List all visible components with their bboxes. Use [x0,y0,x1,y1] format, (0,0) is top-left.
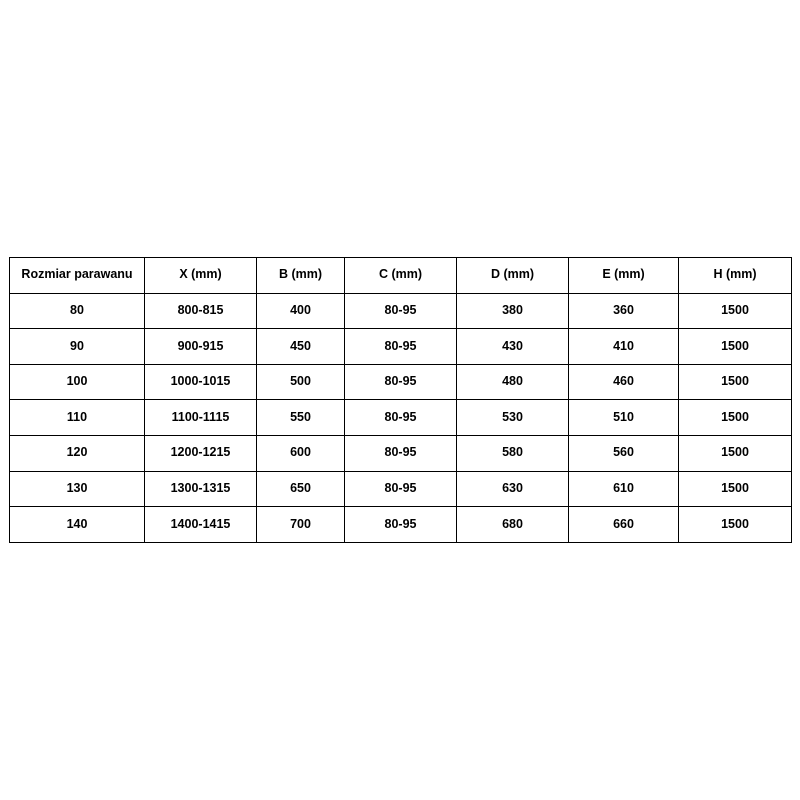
cell-x: 800-815 [145,293,257,329]
cell-size: 80 [10,293,145,329]
cell-x: 1300-1315 [145,471,257,507]
cell-x: 900-915 [145,329,257,365]
shower-screen-dimensions-table [9,257,792,543]
cell-h: 1500 [679,293,792,329]
column-header-x: X (mm) [145,258,257,294]
cell-c: 80-95 [345,364,457,400]
column-header-b: B (mm) [257,258,345,294]
table-row [10,507,792,543]
table-row [10,329,792,365]
cell-size: 100 [10,364,145,400]
cell-d: 580 [457,435,569,471]
cell-c: 80-95 [345,400,457,436]
cell-b: 700 [257,507,345,543]
cell-h: 1500 [679,507,792,543]
column-header-c: C (mm) [345,258,457,294]
cell-e: 660 [569,507,679,543]
cell-e: 510 [569,400,679,436]
cell-x: 1400-1415 [145,507,257,543]
cell-c: 80-95 [345,293,457,329]
cell-e: 360 [569,293,679,329]
cell-d: 630 [457,471,569,507]
cell-h: 1500 [679,471,792,507]
cell-b: 400 [257,293,345,329]
cell-c: 80-95 [345,435,457,471]
cell-b: 500 [257,364,345,400]
cell-size: 130 [10,471,145,507]
cell-d: 380 [457,293,569,329]
cell-x: 1200-1215 [145,435,257,471]
cell-d: 430 [457,329,569,365]
table-body [10,293,792,542]
cell-c: 80-95 [345,329,457,365]
cell-e: 610 [569,471,679,507]
cell-size: 90 [10,329,145,365]
cell-b: 650 [257,471,345,507]
table-row [10,364,792,400]
column-header-d: D (mm) [457,258,569,294]
cell-b: 450 [257,329,345,365]
cell-h: 1500 [679,435,792,471]
cell-b: 550 [257,400,345,436]
cell-d: 530 [457,400,569,436]
table-row [10,471,792,507]
column-header-e: E (mm) [569,258,679,294]
cell-d: 680 [457,507,569,543]
table-row [10,435,792,471]
cell-d: 480 [457,364,569,400]
cell-c: 80-95 [345,471,457,507]
table-header [10,258,792,294]
table-row [10,293,792,329]
cell-e: 460 [569,364,679,400]
cell-size: 140 [10,507,145,543]
cell-x: 1000-1015 [145,364,257,400]
cell-size: 120 [10,435,145,471]
cell-size: 110 [10,400,145,436]
column-header-h: H (mm) [679,258,792,294]
cell-b: 600 [257,435,345,471]
cell-e: 410 [569,329,679,365]
cell-x: 1100-1115 [145,400,257,436]
cell-e: 560 [569,435,679,471]
table-row [10,400,792,436]
table-header-row [10,258,792,294]
cell-c: 80-95 [345,507,457,543]
cell-h: 1500 [679,400,792,436]
spec-table-container [9,257,791,543]
cell-h: 1500 [679,329,792,365]
cell-h: 1500 [679,364,792,400]
column-header-size: Rozmiar parawanu [10,258,145,294]
